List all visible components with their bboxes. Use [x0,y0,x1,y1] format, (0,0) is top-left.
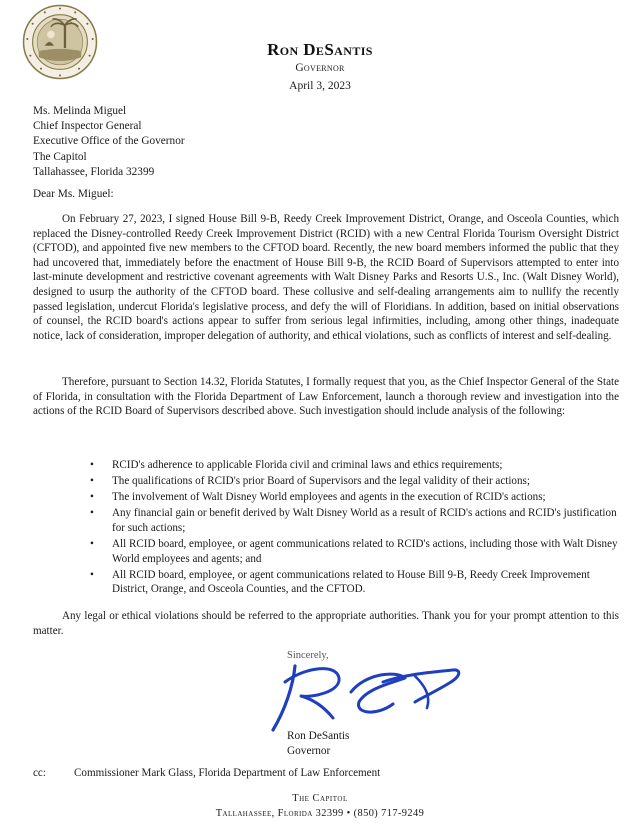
list-item [90,568,618,597]
list-item-text: The involvement of Walt Disney World employees and agents in the execution of RCID's actions; [112,491,546,504]
governor-title: Governor [295,62,345,74]
body-paragraph-1: On February 27, 2023, I signed House Bill 9-B, Reedy Creek Improvement District, Orange, and Osceola Counties, which replaced the Disney-controlled Reedy Creek Improvement District (RCID) with a new Central Florida Tourism Oversight District (CFTOD), and appointed five new members to the CFTOD board. Recently, the new board members informed the public that they had uncovered that, immediately before the enactment of House Bill 9-B, the RCID Board of Supervisors attempted to enter into last-minute development and restrictive covenant agreements with Walt Disney Parks and Resorts U.S., Inc. (Walt Disney World), designed to usurp the authority of the CFTOD board. These collusive and self-dealing arrangements aim to nullify the recently passed legislation, undercut Florida's legislative process, and defy the will of Floridians. In addition, based on initial observations of counsel, the RCID board's actions appear to suffer from serious legal infirmities, including, among other things, inadequate notice, lack of consideration, improper delegation of authority, and ethical violations, such as conflicts of interest and self-dealing. [33,213,619,342]
list-item-text: Any financial gain or benefit derived by Walt Disney World as a result of RCID's actions and RCID's justification for such actions; [112,507,617,534]
recipient-city: Tallahassee, Florida 32399 [33,165,155,178]
investigation-list [90,458,618,598]
footer-contact: Tallahassee, Florida 32399 • (850) 717-9249 [215,808,425,819]
footer-building: The Capitol [292,793,348,804]
list-item [90,506,618,535]
bullet-icon: • [90,537,94,550]
list-item-text: All RCID board, employee, or agent communications related to House Bill 9-B, Reedy Creek Improvement District, Orange, and Osceola Counties, and the CFTOD. [112,568,590,596]
cc-label: cc: [33,767,46,779]
bullet-icon: • [90,507,94,520]
recipient-building: The Capitol [33,150,87,163]
governor-name-heading: Ron DeSantis [267,40,373,59]
recipient-address [33,104,185,180]
bullet-icon: • [90,568,94,581]
closing: Sincerely, [287,650,329,661]
list-item [90,537,618,566]
list-item-text: RCID's adherence to applicable Florida civil and criminal laws and ethics requirements; [112,459,503,471]
list-item [90,490,618,505]
list-item-text: All RCID board, employee, or agent communications related to RCID's actions, including those with Walt Disney World employees and agents; and [112,537,618,565]
recipient-office: Executive Office of the Governor [33,135,185,148]
body-paragraph-2: Therefore, pursuant to Section 14.32, Florida Statutes, I formally request that you, as the Chief Inspector General of the State of Florida, in consultation with the Florida Department of Law Enforcement, launch a thorough review and investigation into the actions of the RCID Board of Supervisors described above. Such investigation should include analysis of the following: [33,376,619,418]
list-item [90,474,618,489]
bullet-icon: • [90,459,94,471]
recipient-title: Chief Inspector General [33,120,142,133]
list-item [90,458,618,473]
bullet-icon: • [90,491,94,504]
cc-recipient: Commissioner Mark Glass, Florida Department of Law Enforcement [74,767,381,779]
salutation: Dear Ms. Miguel: [33,188,114,200]
body-paragraph-3: Any legal or ethical violations should be referred to the appropriate authorities. Thank you for your prompt attention to this matter. [33,610,619,637]
signature-icon [255,652,475,734]
signer-name: Ron DeSantis [287,730,350,742]
signature-block [287,729,349,758]
signer-title: Governor [287,744,331,757]
letter-date: April 3, 2023 [289,80,351,92]
recipient-name: Ms. Melinda Miguel [33,105,127,117]
bullet-icon: • [90,475,94,488]
list-item-text: The qualifications of RCID's prior Board of Supervisors and the legal validity of their actions; [112,475,530,488]
